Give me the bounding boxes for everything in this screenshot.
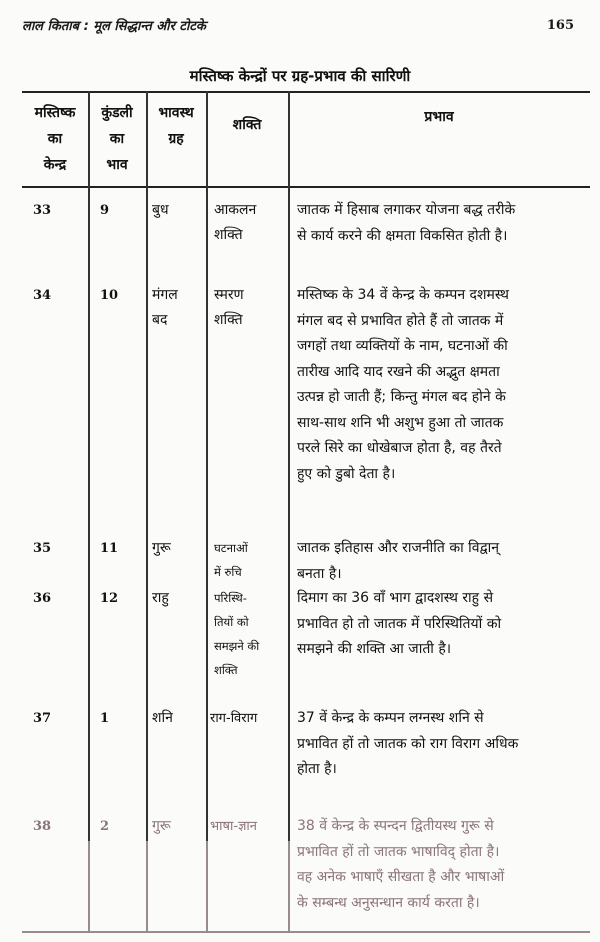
column-divider xyxy=(88,841,90,931)
cell-house: 9 xyxy=(100,203,110,218)
cell-power: भाषा-ज्ञान xyxy=(210,819,257,834)
cell-power: स्मरण शक्ति xyxy=(214,287,244,328)
table-top-rule xyxy=(22,91,590,93)
cell-center: 33 xyxy=(33,203,52,218)
cell-planet: राहु xyxy=(152,590,169,606)
column-divider xyxy=(288,841,290,931)
cell-center: 38 xyxy=(33,819,52,834)
header-planet: भावस्थ ग्रह xyxy=(158,105,194,147)
header-power: शक्ति xyxy=(232,117,262,133)
cell-effect: दिमाग का 36 वाँ भाग द्वादशस्थ राहु से प्रभावित हो तो जातक में परिस्थितियों को समझने की शक्ति आ जाती है। xyxy=(297,590,502,657)
cell-effect: जातक में हिसाब लगाकर योजना बद्ध तरीके से कार्य करने की क्षमता विकसित होती है। xyxy=(297,202,516,244)
cell-house: 11 xyxy=(100,541,119,556)
cell-house: 10 xyxy=(100,288,119,303)
cell-power: घटनाओं में रुचि xyxy=(214,541,248,579)
cell-power: आकलन शक्ति xyxy=(214,202,257,243)
cell-effect: 38 वें केन्द्र के स्पन्दन द्वितीयस्थ गुरू से प्रभावित हों तो जातक भाषाविद् होता है। वह अनेक भाषाएँ सीखता है और भाषाओं के सम्बन्ध अनुसन्धान कार्य करता है। xyxy=(297,818,505,911)
cell-power: राग-विराग xyxy=(210,711,258,726)
column-divider xyxy=(288,91,290,841)
column-divider xyxy=(88,91,90,841)
column-divider xyxy=(146,91,148,841)
cell-power: परिस्थि- तियों को समझने की शक्ति xyxy=(214,591,260,677)
cell-planet: गुरू xyxy=(152,818,171,834)
table-title: मस्तिष्क केन्द्रों पर ग्रह-प्रभाव की सारिणी xyxy=(189,67,411,85)
column-divider xyxy=(206,91,208,841)
header-center: मस्तिष्क का केन्द्र xyxy=(34,105,76,173)
cell-center: 37 xyxy=(33,711,52,726)
cell-house: 12 xyxy=(100,591,119,606)
cell-effect: जातक इतिहास और राजनीति का विद्वान् बनता है। xyxy=(297,540,500,582)
running-head: लाल किताब : मूल सिद्धान्त और टोटके xyxy=(22,19,206,34)
cell-planet: बुध xyxy=(152,202,169,218)
table-bottom-rule xyxy=(22,931,590,933)
cell-planet: मंगल बद xyxy=(152,287,178,328)
cell-house: 2 xyxy=(100,819,110,834)
cell-center: 35 xyxy=(33,541,52,556)
cell-center: 34 xyxy=(33,288,52,303)
cell-planet: शनि xyxy=(152,710,173,726)
cell-effect: मस्तिष्क के 34 वें केन्द्र के कम्पन दशमस्थ मंगल बद से प्रभावित होते हैं तो जातक में जगहों तथा व्यक्तियों के नाम, घटनाओं की तारीख आदि याद रखने की अद्भुत क्षमता उत्पन्न हो जाती हैं; किन्तु मंगल बद होने के साथ-साथ शनि भी अशुभ हुआ तो जातक परले सिरे का धोखेबाज होता है, वह तैरते हुए को डुबो देता है। xyxy=(297,287,509,482)
header-house: कुंडली का भाव xyxy=(101,105,133,173)
column-divider xyxy=(206,841,208,931)
column-divider xyxy=(146,841,148,931)
page-number: 165 xyxy=(546,18,574,33)
cell-center: 36 xyxy=(33,591,52,606)
header-bottom-rule xyxy=(22,186,590,188)
cell-house: 1 xyxy=(100,711,110,726)
header-effect: प्रभाव xyxy=(424,109,454,125)
cell-planet: गुरू xyxy=(152,540,171,556)
cell-effect: 37 वें केन्द्र के कम्पन लग्नस्थ शनि से प्रभावित हों तो जातक को राग विराग अधिक होता है। xyxy=(297,710,519,777)
